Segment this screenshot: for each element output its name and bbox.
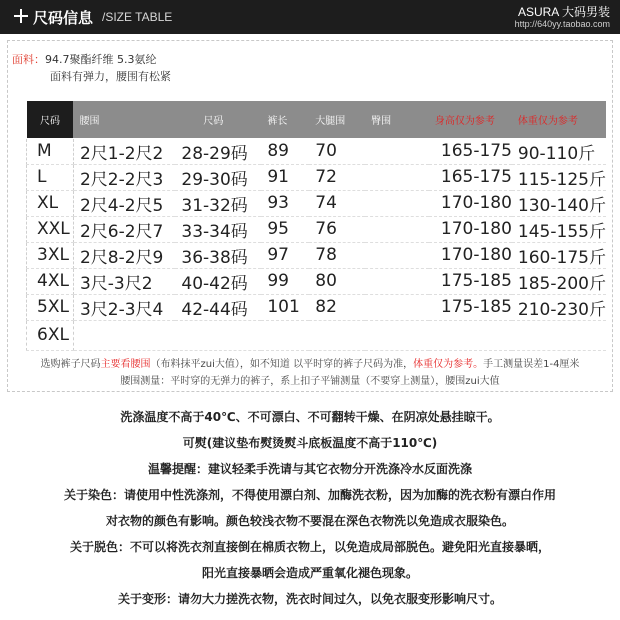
- cell-hip: [365, 138, 429, 164]
- cell-size: XL: [27, 190, 74, 216]
- notes-highlight-weight: 体重仅为参考。: [413, 359, 484, 370]
- cell-size-code: 42-44码: [175, 294, 261, 320]
- cell-height: 165-175: [429, 164, 512, 190]
- cell-length: 97: [261, 242, 309, 268]
- cell-size: 5XL: [27, 294, 74, 320]
- fabric-note: 面料有弹力，腰围有松紧: [50, 70, 171, 83]
- notes-text: 手工测量误差1-4厘米: [483, 359, 580, 370]
- header-size-code: 尺码: [175, 101, 261, 138]
- cell-height: 170-180: [429, 216, 512, 242]
- cell-size-code: 29-30码: [175, 164, 261, 190]
- table-row: [27, 164, 607, 190]
- care-line: 可熨(建议垫布熨烫熨斗底板温度不高于110℃): [182, 436, 438, 450]
- cell-thigh: 70: [309, 138, 365, 164]
- cell-length: 91: [261, 164, 309, 190]
- cell-length: 93: [261, 190, 309, 216]
- table-row: [27, 294, 607, 320]
- cell-weight: 90-110斤: [512, 138, 606, 164]
- header-bar: [0, 0, 620, 34]
- fabric-label: 面料：: [12, 53, 45, 66]
- cell-weight: 145-155斤: [512, 216, 606, 242]
- cell-waist: 2尺2-2尺3: [73, 164, 175, 190]
- cell-size: M: [27, 138, 74, 164]
- cross-icon: [14, 9, 28, 23]
- cell-length: 95: [261, 216, 309, 242]
- cell-thigh: [309, 320, 365, 350]
- header-size: 尺码: [27, 101, 74, 138]
- cell-height: 175-185: [429, 268, 512, 294]
- notes-highlight-waist: 主要看腰围: [100, 359, 151, 370]
- page-title: 尺码信息: [33, 9, 94, 27]
- cell-hip: [365, 320, 429, 350]
- cell-waist: 2尺6-2尺7: [73, 216, 175, 242]
- cell-length: 89: [261, 138, 309, 164]
- cell-thigh: 78: [309, 242, 365, 268]
- cell-length: 101: [261, 294, 309, 320]
- cell-height: [429, 320, 512, 350]
- cell-weight: 115-125斤: [512, 164, 606, 190]
- cell-waist: 2尺8-2尺9: [73, 242, 175, 268]
- cell-waist: [73, 320, 175, 350]
- cell-size-code: 28-29码: [175, 138, 261, 164]
- cell-thigh: 80: [309, 268, 365, 294]
- notes-line-2: 腰围测量：平时穿的无弹力的裤子，系上扣子平铺测量（不要穿上测量），腰围zui大值: [120, 376, 500, 387]
- header-thigh: 大腿围: [309, 101, 365, 138]
- cell-weight: 130-140斤: [512, 190, 606, 216]
- cell-waist: 2尺1-2尺2: [73, 138, 175, 164]
- table-row: [27, 190, 607, 216]
- cell-height: 170-180: [429, 242, 512, 268]
- cell-thigh: 82: [309, 294, 365, 320]
- table-row: [27, 138, 607, 164]
- care-line: 阳光直接暴晒会造成严重氧化褪色现象。: [201, 566, 418, 580]
- cell-size: 3XL: [27, 242, 74, 268]
- notes-line-1: [10, 356, 610, 373]
- table-row: [27, 242, 607, 268]
- cell-length: 99: [261, 268, 309, 294]
- cell-hip: [365, 216, 429, 242]
- cell-weight: 210-230斤: [512, 294, 606, 320]
- cell-size-code: 40-42码: [175, 268, 261, 294]
- cell-weight: 185-200斤: [512, 268, 606, 294]
- cell-waist: 3尺-3尺2: [73, 268, 175, 294]
- care-instructions: [0, 404, 620, 612]
- header-height: 身高仅为参考: [429, 101, 512, 138]
- table-row: [27, 216, 607, 242]
- cell-hip: [365, 294, 429, 320]
- cell-size-code: 33-34码: [175, 216, 261, 242]
- table-header-row: [27, 101, 607, 138]
- table-row: [27, 268, 607, 294]
- brand-url: http://640yy.taobao.com: [514, 19, 610, 29]
- cell-waist: 2尺4-2尺5: [73, 190, 175, 216]
- cell-thigh: 74: [309, 190, 365, 216]
- cell-size: 4XL: [27, 268, 74, 294]
- table-row: [27, 320, 607, 350]
- cell-length: [261, 320, 309, 350]
- brand-name: ASURA 大码男装: [517, 5, 610, 19]
- page-subtitle: /SIZE TABLE: [102, 10, 173, 24]
- cell-thigh: 72: [309, 164, 365, 190]
- cell-size-code: [175, 320, 261, 350]
- care-line: 关于变形：请勿大力搓洗衣物，洗衣时间过久，以免衣服变形影响尺寸。: [117, 592, 502, 606]
- fabric-composition: 94.7聚酯纤维 5.3氨纶: [45, 53, 157, 66]
- notes-text: （布料抹平zui大值），如不知道 以平时穿的裤子尺码为准，: [150, 359, 414, 370]
- cell-size: XXL: [27, 216, 74, 242]
- size-table: [26, 101, 606, 351]
- care-line: 洗涤温度不高于40℃、不可漂白、不可翻转干燥、在阴凉处悬挂晾干。: [120, 410, 500, 424]
- cell-height: 175-185: [429, 294, 512, 320]
- cell-size: L: [27, 164, 74, 190]
- notes-text: 选购裤子尺码: [40, 359, 101, 370]
- cell-weight: 160-175斤: [512, 242, 606, 268]
- header-weight: 体重仅为参考: [512, 101, 606, 138]
- cell-size-code: 36-38码: [175, 242, 261, 268]
- header-hip: 臀围: [365, 101, 429, 138]
- cell-hip: [365, 164, 429, 190]
- cell-hip: [365, 242, 429, 268]
- care-line: 关于脱色：不可以将洗衣剂直接倒在棉质衣物上，以免造成局部脱色。避免阳光直接暴晒，: [69, 540, 550, 554]
- care-line: 对衣物的颜色有影响。颜色较浅衣物不要混在深色衣物洗以免造成衣服染色。: [105, 514, 514, 528]
- care-line: 关于染色：请使用中性洗涤剂，不得使用漂白剂、加酶洗衣粉，因为加酶的洗衣粉有漂白作用: [63, 488, 556, 502]
- header-length: 裤长: [261, 101, 309, 138]
- cell-waist: 3尺2-3尺4: [73, 294, 175, 320]
- cell-height: 170-180: [429, 190, 512, 216]
- cell-size-code: 31-32码: [175, 190, 261, 216]
- cell-hip: [365, 190, 429, 216]
- cell-size: 6XL: [27, 320, 74, 350]
- cell-hip: [365, 268, 429, 294]
- cell-height: 165-175: [429, 138, 512, 164]
- fabric-info: [12, 51, 171, 85]
- measurement-notes: [10, 356, 610, 390]
- header-waist: 腰围: [73, 101, 175, 138]
- cell-thigh: 76: [309, 216, 365, 242]
- cell-weight: [512, 320, 606, 350]
- care-line: 温馨提醒：建议轻柔手洗请与其它衣物分开洗涤冷水反面洗涤: [147, 462, 472, 476]
